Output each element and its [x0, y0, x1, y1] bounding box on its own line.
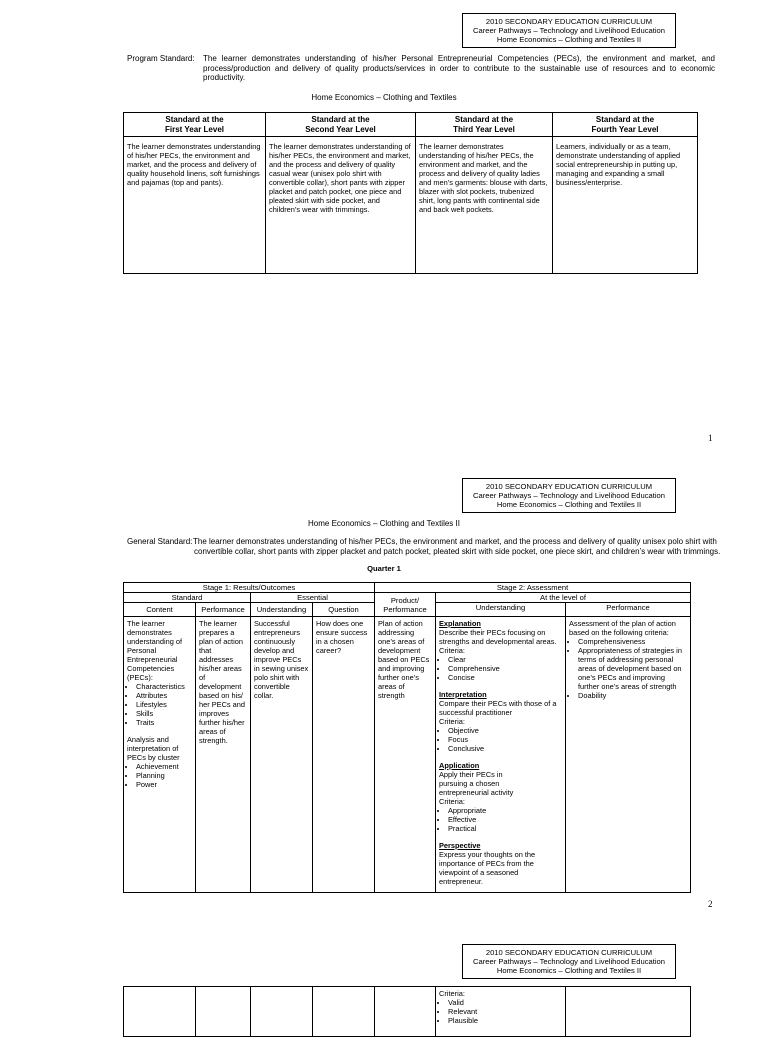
stage1-header: Stage 1: Results/Outcomes — [124, 583, 375, 593]
continued-product-cell — [375, 987, 436, 1037]
header-third-year: Standard at the Third Year Level — [416, 113, 553, 137]
content-header: Content — [124, 603, 196, 617]
header-line-3: Home Economics – Clothing and Textiles II — [496, 500, 642, 509]
header-line-2: Career Pathways – Technology and Livelihood Education — [473, 957, 665, 966]
page1-subtitle: Home Economics – Clothing and Textiles — [311, 93, 457, 102]
header-fourth-year: Standard at the Fourth Year Level — [553, 113, 698, 137]
stage2-header: Stage 2: Assessment — [375, 583, 691, 593]
page2-title: Home Economics – Clothing and Textiles II — [308, 519, 460, 528]
header-line-1: 2010 SECONDARY EDUCATION CURRICULUM — [485, 17, 653, 26]
assessment-performance-cell: Assessment of the plan of action based on the following criteria: • Comprehensiveness • Appropriateness of strategies in terms of addressing personal areas of development based on one’s PECs and improving further one’s areas of strength • Doability — [566, 617, 691, 893]
continued-question-cell — [313, 987, 375, 1037]
assessment-understanding-cell: Explanation Describe their PECs focusing on strengths and developmental areas. Criteria: • Clear • Comprehensive • Concise Interpretation Compare their PECs with those of a successful practitioner Criteria: • Objective • Focus • Conclusive Application Apply their PECs in pursuing a chosen entrepreneurial activity Criteria: • Appropriate • Effective • Practical Perspective Express your thoughts on the importance of PECs from the viewpoint of a seasoned entrepreneur. — [436, 617, 566, 893]
curriculum-header-box-page3 — [462, 944, 676, 979]
continued-understanding-cell — [251, 987, 313, 1037]
standard-header: Standard — [124, 593, 251, 603]
cell-third-year: The learner demonstrates understanding of his/her PECs, the environment and market, and the process and delivery of quality ladies and men’s garments: blouse with darts, blazer with slot pockets, trubenized shirt, long pants with continental side and back welt pockets. — [416, 137, 553, 274]
stage-assessment-table — [123, 582, 691, 893]
content-cell: The learner demonstrates understanding of Personal Entrepreneurial Competencies (PECs): • Characteristics • Attributes • Lifestyles • Skills • Traits Analysis and interpretation of PECs by cluster • Achievement • Planning • Power — [124, 617, 196, 893]
cell-second-year: The learner demonstrates understanding of his/her PECs, the environment and market, and the process and delivery of quality casual wear (unisex polo shirt with convertible collar), short pants with zipper placket and patch pocket, one piece and pleated skirt with side pocket, and children’s wear with trimmings. — [266, 137, 416, 274]
continued-content-cell — [124, 987, 196, 1037]
assessment-performance-header: Performance — [566, 603, 691, 617]
cell-first-year: The learner demonstrates understanding of his/her PECs, the environment and market, and the process and delivery of quality household linens, soft furnishings and pajamas (top and pants). — [124, 137, 266, 274]
header-line-3: Home Economics – Clothing and Textiles II — [496, 966, 642, 975]
program-standard-label: Program Standard: — [127, 54, 195, 63]
assessment-understanding-header: Understanding — [436, 603, 566, 617]
understanding-header: Understanding — [251, 603, 313, 617]
stage-assessment-table-continued — [123, 986, 691, 1037]
cluster-list: • Achievement • Planning • Power — [127, 762, 192, 789]
continued-performance-cell — [196, 987, 251, 1037]
continued-assessment-understanding-cell: Criteria: • Valid • Relevant • Plausible — [436, 987, 566, 1037]
header-first-year: Standard at the First Year Level — [124, 113, 266, 137]
cell-fourth-year: Learners, individually or as a team, demonstrate understanding of applied social entrepreneurship in putting up, managing and expanding a small business/enterprise. — [553, 137, 698, 274]
curriculum-header-box-page1 — [462, 13, 676, 48]
header-line-2: Career Pathways – Technology and Livelihood Education — [473, 26, 665, 35]
performance-header: Performance — [196, 603, 251, 617]
product-cell: Plan of action addressing one’s areas of development based on PECs and improving further one’s areas of strength — [375, 617, 436, 893]
curriculum-header-box-page2 — [462, 478, 676, 513]
pec-list: • Characteristics • Attributes • Lifestyles • Skills • Traits — [127, 682, 192, 727]
understanding-cell: Successful entrepreneurs continuously develop and improve PECs in sewing unisex polo shirt with convertible collar. — [251, 617, 313, 893]
general-standard-text-2: convertible collar, short pants with zipper placket and patch pocket, pleated skirt with side pocket, one piece skirt, and children’s wear with trimmings. — [194, 547, 721, 556]
general-standard-label: General Standard: — [127, 537, 193, 546]
header-second-year: Standard at the Second Year Level — [266, 113, 416, 137]
header-line-2: Career Pathways – Technology and Livelihood Education — [473, 491, 665, 500]
product-performance-header: Product/ Performance — [375, 593, 436, 617]
essential-header: Essential — [251, 593, 375, 603]
page-number-1: 1 — [708, 433, 713, 443]
general-standard-text-1: The learner demonstrates understanding of his/her PECs, the environment and market, and the process and delivery of quality unisex polo shirt with — [193, 537, 717, 546]
header-line-3: Home Economics – Clothing and Textiles II — [496, 35, 642, 44]
header-line-1: 2010 SECONDARY EDUCATION CURRICULUM — [485, 948, 653, 957]
year-level-standards-table — [123, 112, 698, 274]
at-the-level-of-header: At the level of — [436, 593, 691, 603]
continued-assessment-performance-cell — [566, 987, 691, 1037]
page-number-2: 2 — [708, 899, 713, 909]
performance-cell: The learner prepares a plan of action that addresses his/her areas of development based on his/ her PECs and improves further his/her areas of strength. — [196, 617, 251, 893]
question-cell: How does one ensure success in a chosen career? — [313, 617, 375, 893]
header-line-1: 2010 SECONDARY EDUCATION CURRICULUM — [485, 482, 653, 491]
question-header: Question — [313, 603, 375, 617]
quarter-label: Quarter 1 — [367, 564, 401, 573]
program-standard-text: The learner demonstrates understanding of his/her Personal Entrepreneurial Competencies (PECs), the environment and market, and process/production and delivery of quality products/services in order to contribute to the sustainable use of resources and to economic productivity. — [203, 54, 715, 82]
